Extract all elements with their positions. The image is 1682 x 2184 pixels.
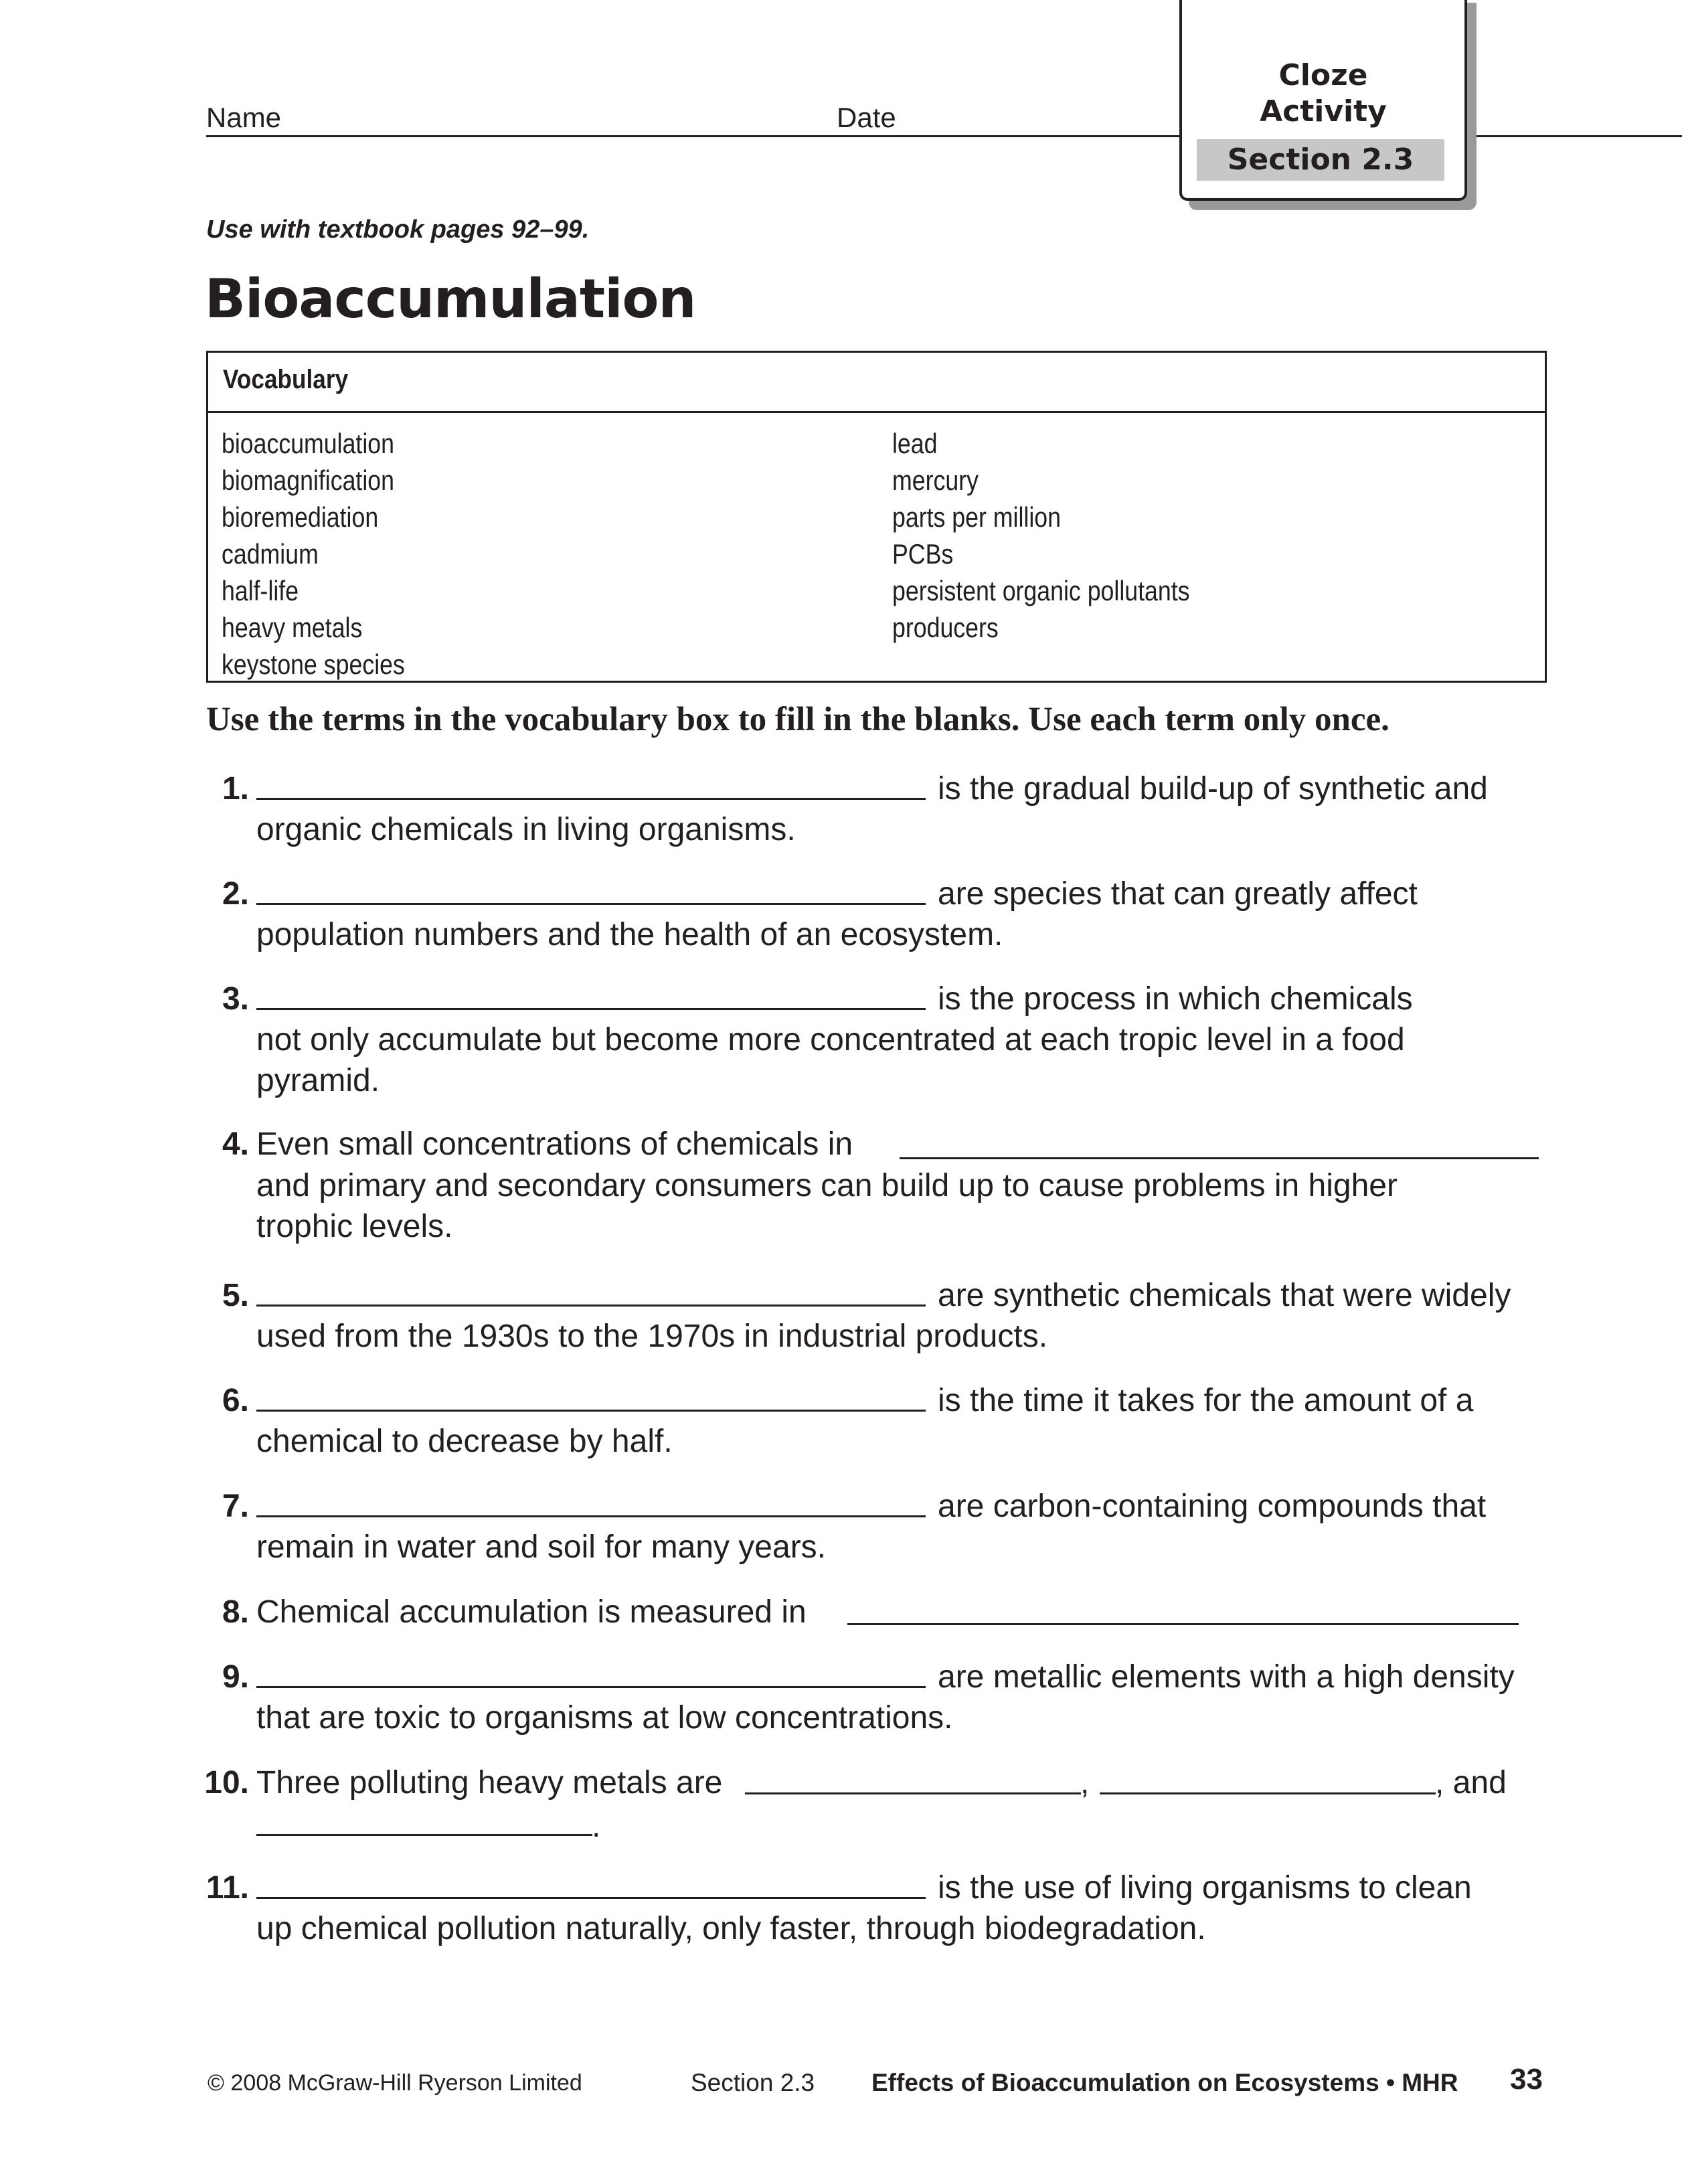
vocab-term: bioaccumulation — [222, 428, 394, 459]
vocab-term: keystone species — [222, 649, 405, 680]
vocab-term: half-life — [222, 575, 299, 606]
question-text: Chemical accumulation is measured in — [256, 1594, 807, 1630]
activity-type-line2: Activity — [1260, 94, 1387, 129]
vocab-term: cadmium — [222, 538, 319, 570]
vocab-term: producers — [892, 612, 999, 643]
vocab-term: PCBs — [892, 538, 954, 570]
vocab-term: biomagnification — [222, 465, 394, 496]
section-badge: Section 2.3 — [1197, 139, 1444, 181]
activity-type-line1: Cloze — [1278, 58, 1368, 92]
separator-comma: , — [1080, 1765, 1090, 1800]
vocab-term: mercury — [892, 465, 979, 496]
question-text: is the time it takes for the amount of a — [938, 1383, 1474, 1418]
vocabulary-box — [206, 351, 1547, 683]
answer-blank-1[interactable] — [256, 798, 926, 800]
question-text-continued: remain in water and soil for many years. — [256, 1529, 827, 1565]
name-label: Name — [206, 102, 282, 133]
question-text: are metallic elements with a high density — [938, 1659, 1515, 1695]
question-text-continued: that are toxic to organisms at low concentrations. — [256, 1700, 953, 1736]
question-text: are species that can greatly affect — [938, 876, 1418, 912]
answer-blank-10b[interactable] — [1100, 1792, 1436, 1794]
question-text-continued: trophic levels. — [256, 1209, 453, 1244]
date-label: Date — [837, 102, 896, 133]
question-text: are synthetic chemicals that were widely — [938, 1278, 1511, 1313]
answer-blank-4[interactable] — [900, 1157, 1539, 1159]
textbook-reference: Use with textbook pages 92–99. — [206, 216, 590, 244]
vocabulary-column-left — [222, 425, 437, 683]
question-number: 9. — [222, 1659, 249, 1695]
vocab-term: persistent organic pollutants — [892, 575, 1190, 606]
question-number: 5. — [222, 1278, 249, 1313]
answer-blank-10c[interactable] — [256, 1834, 592, 1836]
question-number: 11. — [205, 1870, 249, 1906]
question-text-continued: and primary and secondary consumers can build up to cause problems in higher — [256, 1168, 1398, 1203]
vocabulary-column-right — [892, 425, 1242, 646]
question-text-continued: up chemical pollution naturally, only faster, through biodegradation. — [256, 1911, 1206, 1946]
separator-and: , and — [1435, 1765, 1507, 1800]
footer-chapter-title: Effects of Bioaccumulation on Ecosystems • MHR — [871, 2069, 1458, 2096]
answer-blank-8[interactable] — [847, 1623, 1519, 1625]
page-number: 33 — [1510, 2063, 1543, 2096]
answer-blank-7[interactable] — [256, 1515, 926, 1517]
question-text-continued: population numbers and the health of an ecosystem. — [256, 917, 1003, 952]
vocabulary-heading: Vocabulary — [223, 365, 349, 394]
footer-section: Section 2.3 — [691, 2069, 815, 2096]
question-number: 4. — [222, 1126, 249, 1162]
question-text: Three polluting heavy metals are — [256, 1765, 723, 1800]
answer-blank-9[interactable] — [256, 1686, 926, 1688]
question-text-continued: chemical to decrease by half. — [256, 1424, 673, 1459]
question-text-continued: pyramid. — [256, 1063, 380, 1098]
answer-blank-10a[interactable] — [745, 1792, 1081, 1794]
question-text-continued: used from the 1930s to the 1970s in industrial products. — [256, 1319, 1048, 1354]
answer-blank-11[interactable] — [256, 1897, 926, 1899]
question-number: 2. — [222, 876, 249, 912]
question-text: is the use of living organisms to clean — [938, 1870, 1472, 1906]
question-number: 6. — [222, 1383, 249, 1418]
vocabulary-heading-row — [208, 353, 1545, 413]
question-text: is the gradual build-up of synthetic and — [938, 771, 1488, 807]
page-title: Bioaccumulation — [205, 268, 696, 330]
question-number: 1. — [222, 771, 249, 807]
vocab-term: parts per million — [892, 501, 1061, 533]
answer-blank-2[interactable] — [256, 903, 926, 905]
answer-blank-6[interactable] — [256, 1410, 926, 1412]
answer-blank-5[interactable] — [256, 1305, 926, 1307]
activity-tab — [1179, 0, 1467, 201]
question-text: Even small concentrations of chemicals in — [256, 1126, 853, 1162]
copyright: © 2008 McGraw-Hill Ryerson Limited — [207, 2070, 582, 2096]
answer-blank-3[interactable] — [256, 1008, 926, 1010]
question-number: 3. — [222, 981, 249, 1017]
question-number: 7. — [222, 1489, 249, 1524]
instructions: Use the terms in the vocabulary box to fill in the blanks. Use each term only once. — [206, 701, 1390, 738]
question-text-continued: organic chemicals in living organisms. — [256, 812, 796, 847]
vocab-term: lead — [892, 428, 938, 459]
vocab-term: heavy metals — [222, 612, 363, 643]
question-text: are carbon-containing compounds that — [938, 1489, 1487, 1524]
question-text: is the process in which chemicals — [938, 981, 1413, 1017]
question-text-continued: not only accumulate but become more concentrated at each tropic level in a food — [256, 1022, 1405, 1058]
question-number: 10. — [204, 1765, 249, 1800]
vocab-term: bioremediation — [222, 501, 379, 533]
question-number: 8. — [222, 1594, 249, 1630]
sentence-end: . — [592, 1809, 601, 1844]
